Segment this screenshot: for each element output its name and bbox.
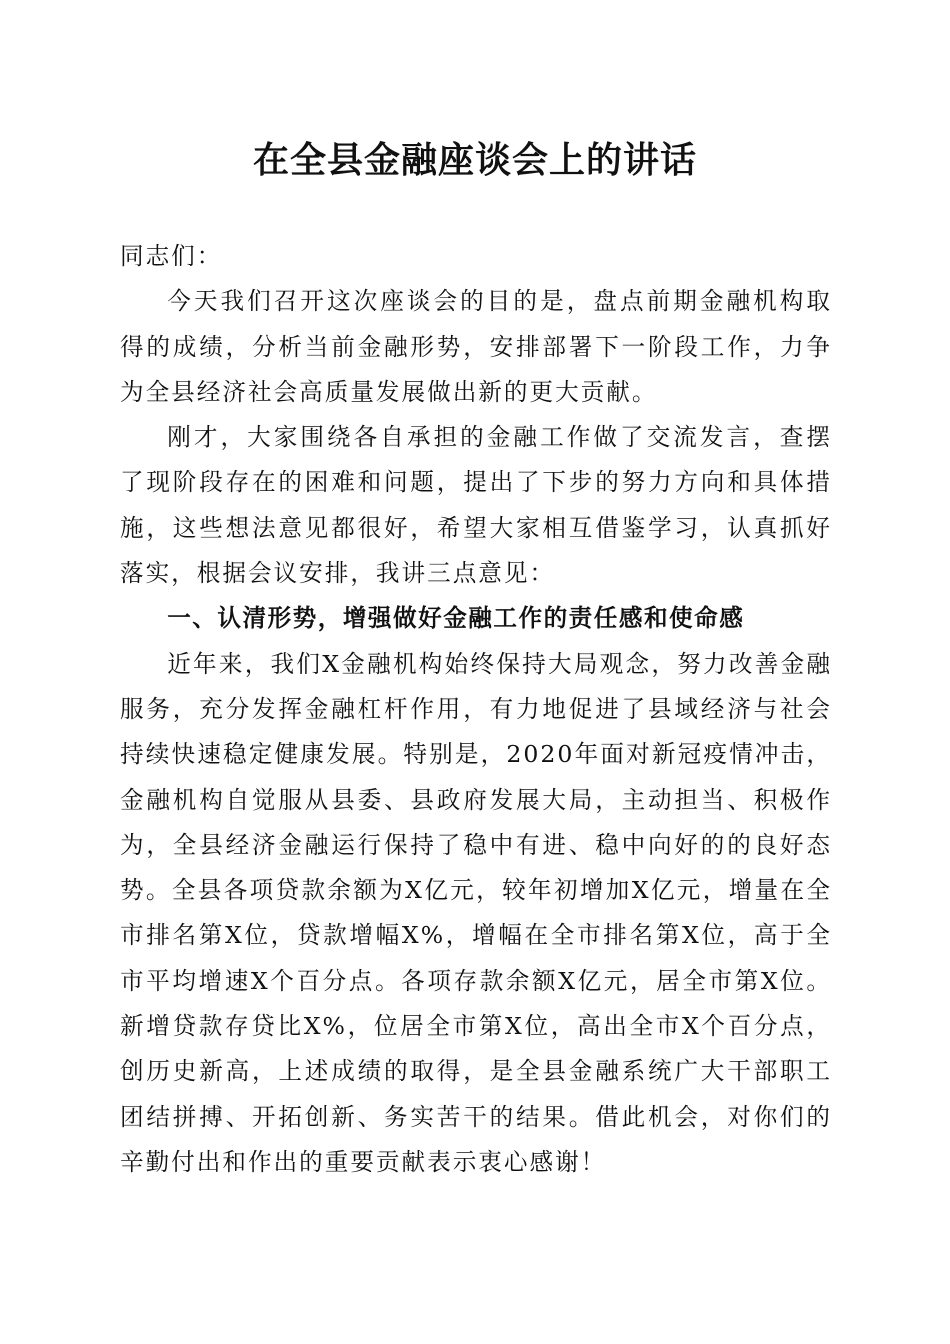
section-heading: 一、认清形势，增强做好金融工作的责任感和使命感 (167, 604, 745, 633)
paragraph-intro: 今天我们召开这次座谈会的目的是，盘点前期金融机构取得的成绩，分析当前金融形势，安排部署下一阶段工作，力争为全县经济社会高质量发展做出新的更大贡献。 (120, 287, 832, 406)
document-title: 在全县金融座谈会上的讲话 (252, 139, 697, 181)
document-body (120, 234, 832, 1185)
paragraph-section-one: 近年来，我们X金融机构始终保持大局观念，努力改善金融服务，充分发挥金融杠杆作用，有力地促进了县域经济与社会持续快速稳定健康发展。特别是，2020年面对新冠疫情冲击，金融机构自觉服从县委、县政府发展大局，主动担当、积极作为，全县经济金融运行保持了稳中有进、稳中向好的的良好态势。全县各项贷款余额为X亿元，较年初增加X亿元，增量在全市排名第X位，贷款增幅X%，增幅在全市排名第X位，高于全市平均增速X个百分点。各项存款余额X亿元，居全市第X位。新增贷款存贷比X%，位居全市第X位，高出全市X个百分点，创历史新高，上述成绩的取得，是全县金融系统广大干部职工团结拼搏、开拓创新、务实苦干的结果。借此机会，对你们的辛勤付出和作出的重要贡献表示衷心感谢！ (120, 649, 832, 1176)
paragraph-summary: 刚才，大家围绕各自承担的金融工作做了交流发言，查摆了现阶段存在的困难和问题，提出了下步的努力方向和具体措施，这些想法意见都很好，希望大家相互借鉴学习，认真抓好落实，根据会议安排，我讲三点意见： (120, 423, 832, 588)
salutation: 同志们： (120, 242, 223, 270)
